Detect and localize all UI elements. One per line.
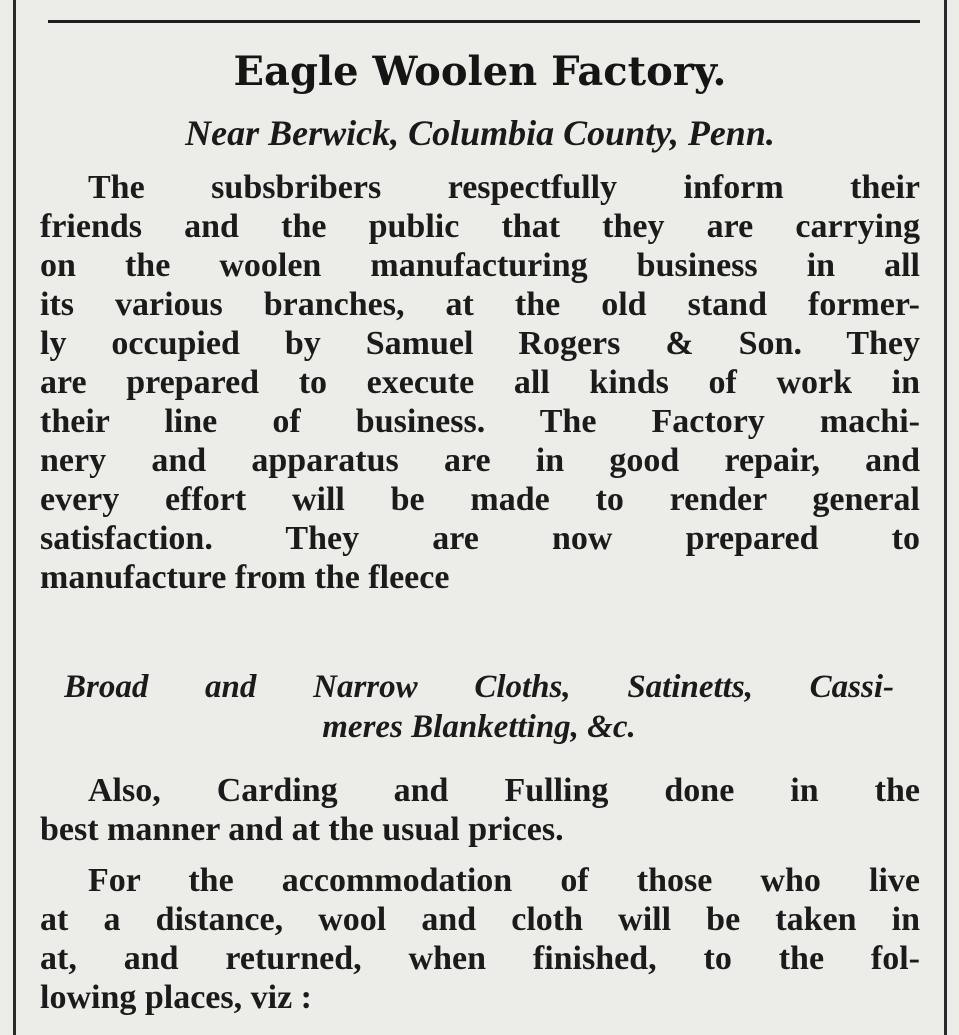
text-line: at, and returned, when finished, to the fol- xyxy=(40,940,920,977)
text-line: at a distance, wool and cloth will be taken in xyxy=(40,901,920,938)
intro-paragraph xyxy=(40,168,920,597)
top-rule xyxy=(48,20,920,23)
text-line: their line of business. The Factory machi- xyxy=(40,403,920,440)
text-line: satisfaction. They are now prepared to xyxy=(40,520,920,557)
accommodation-paragraph xyxy=(40,861,920,1017)
text-line: nery and apparatus are in good repair, and xyxy=(40,442,920,479)
text-line: ly occupied by Samuel Rogers & Son. They xyxy=(40,325,920,362)
text-line: lowing places, viz : xyxy=(40,979,312,1016)
column-border-left xyxy=(13,0,16,1035)
text-line: The subsbribers respectfully inform their xyxy=(88,169,920,206)
product-line: meres Blanketting, &c. xyxy=(322,709,636,745)
location-subheading: Near Berwick, Columbia County, Penn. xyxy=(185,113,775,153)
text-line: Also, Carding and Fulling done in the xyxy=(88,772,920,809)
headline: Eagle Woolen Factory. xyxy=(233,48,727,95)
text-line: manufacture from the fleece xyxy=(40,559,450,596)
text-line: are prepared to execute all kinds of work in xyxy=(40,364,920,401)
text-line: friends and the public that they are carrying xyxy=(40,208,920,245)
text-line: every effort will be made to render general xyxy=(40,481,920,518)
services-paragraph xyxy=(40,771,920,849)
product-list xyxy=(64,667,894,747)
text-line: best manner and at the usual prices. xyxy=(40,811,564,848)
text-line: For the accommodation of those who live xyxy=(88,862,920,899)
text-line: its various branches, at the old stand former- xyxy=(40,286,920,323)
text-line: on the woolen manufacturing business in all xyxy=(40,247,920,284)
column-border-right xyxy=(944,0,947,1035)
product-line: Broad and Narrow Cloths, Satinetts, Cassi- xyxy=(64,669,894,705)
